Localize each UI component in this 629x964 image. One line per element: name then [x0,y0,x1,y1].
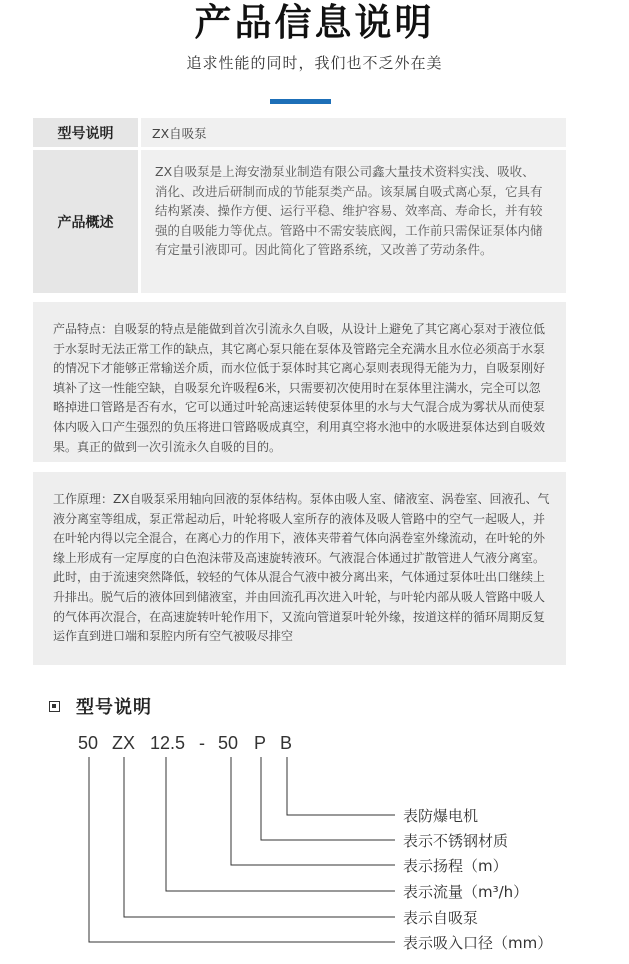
features-text: 产品特点：自吸泵的特点是能做到首次引流永久自吸，从设计上避免了其它离心泵对于液位低于水泵时无法正常工作的缺点，其它离心泵只能在泵体及管路完全充满水且水位必须高于水泵的情况下才能够正常输送介质，而水位低于泵体时其它离心泵则表现得无能为力，自吸泵刚好填补了这一性能空缺，自吸泵允许吸程6米，只需要初次使用时在泵体里注满水，完全可以忽略掉进口管路是否有水，它可以通过叶轮高速运转使泵体里的水与大气混合成为雾状从而使泵体内吸入口产生强烈的负压将进口管路吸成真空，利用真空将水池中的水吸进泵体达到自吸效果。真正的做到一次引流永久自吸的目的。 [53,322,546,454]
leader-line-material [261,757,395,840]
code-part-material: P [254,733,267,753]
model-value: ZX自吸泵 [141,118,566,147]
overview-text: ZX自吸泵是上海安渤泵业制造有限公司鑫大量技术资料实浅、吸收、消化、改进后研制而成的节能泵类产品。该泵属自吸式离心泵，它具有结构紧凑、操作方便、运行平稳、维护容易、效率高、寿命长，并有较强的自吸能力等优点。管路中不需安装底阀，工作前只需保证泵体内储有定量引液即可。因此简化了管路系统，又改善了劳动条件。 [141,150,566,293]
code-part-flow: 12.5 [150,733,186,753]
desc-series: 表示自吸泵 [403,909,479,927]
overview-label: 产品概述 [33,150,138,293]
desc-flow: 表示流量（m³/h） [403,883,529,901]
code-part-head: 50 [218,733,239,753]
model-label: 型号说明 [33,118,138,147]
page-subtitle: 追求性能的同时，我们也不乏外在美 [186,54,443,72]
desc-head: 表示扬程（m） [403,857,508,875]
desc-inlet: 表示吸入口径（mm） [403,934,553,952]
leader-line-series [124,757,395,917]
leader-line-explosion [287,757,395,815]
desc-explosion: 表防爆电机 [403,807,479,825]
section-title: 型号说明 [76,697,152,718]
leader-line-flow [166,757,395,891]
code-part-explosion: B [280,733,293,753]
leader-line-inlet [89,757,395,942]
leader-line-head [231,757,395,865]
code-part-dash: - [199,733,205,753]
desc-material: 表示不锈钢材质 [403,832,509,850]
page-title: 产品信息说明 [194,1,435,44]
principle-text: 工作原理：ZX自吸泵采用轴向回液的泵体结构。泵体由吸人室、储液室、涡卷室、回液孔、气液分离室等组成，泵正常起动后，叶轮将吸人室所存的液体及吸人管路中的空气一起吸人，并在叶轮内得以完全混合，在离心力的作用下，液体夹带着气体向涡卷室外缘流动，在叶轮的外缘上形成有一定厚度的白色泡沫带及高速旋转液环。气液混合体通过扩散管进人气液分离室。此时，由于流速突然降低，较轻的气体从混合气液中被分离出来，气体通过泵体吐出口继续上升排出。脱气后的液体回到储液室，并由回流孔再次进入叶轮，与叶轮内部从吸人管路中吸人的气体再次混合，在高速旋转叶轮作用下，又流向管道泵叶轮外缘，按道这样的循环周期反复运作直到进口端和泵腔内所有空气被吸尽排空 [53,492,550,644]
code-part-inlet: 50 [78,733,99,753]
code-part-series: ZX [112,733,136,753]
